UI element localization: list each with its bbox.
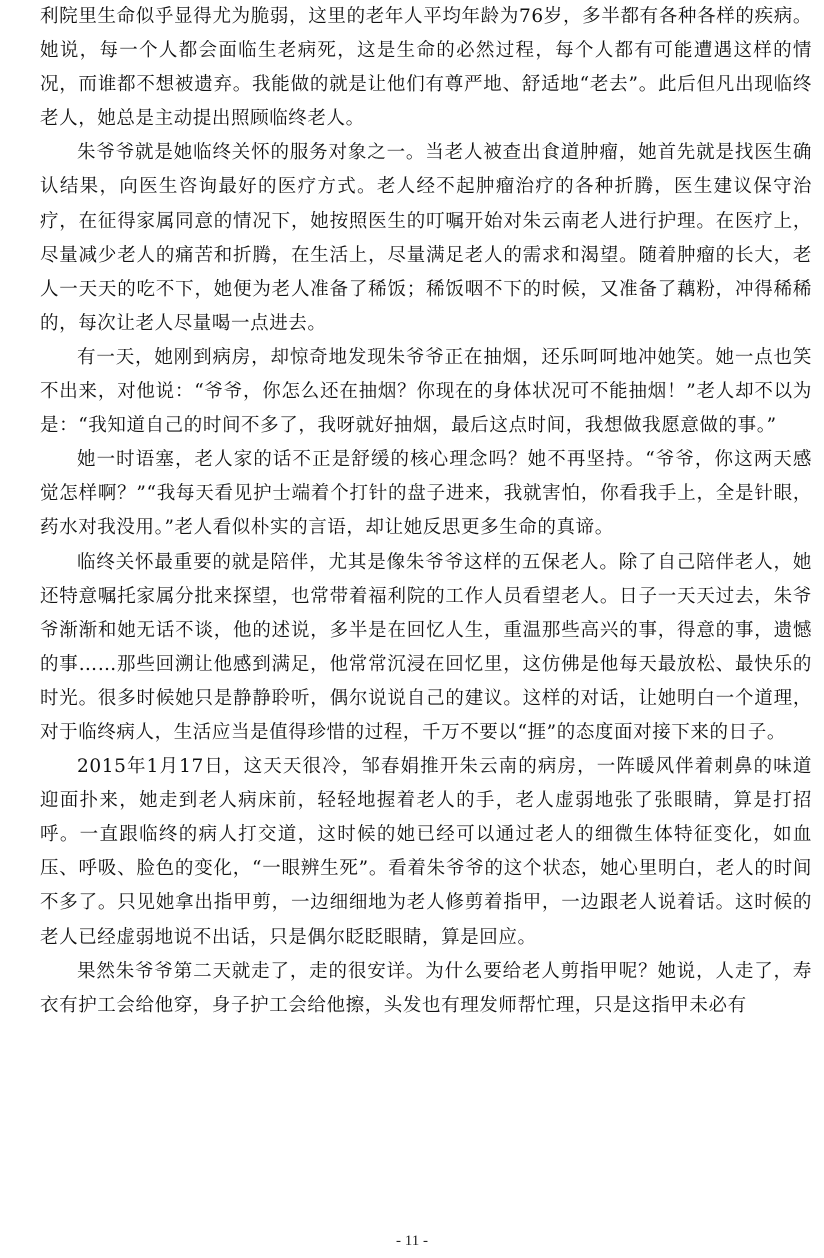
paragraph-1: 利院里生命似乎显得尤为脆弱，这里的老年人平均年龄为76岁，多半都有各种各样的疾病。她说，每一个人都会面临生老病死，这是生命的必然过程，每个人都有可能遭遇这样的情况，而谁都不想被遗弃。我能做的就是让他们有尊严地、舒适地“老去”。此后但凡出现临终老人，她总是主动提出照顾临终老人。	[40, 6, 812, 130]
paragraph-7: 果然朱爷爷第二天就走了，走的很安详。为什么要给老人剪指甲呢？她说，人走了，寿衣有护工会给他穿，身子护工会给他擦，头发也有理发师帮忙理，只是这指甲未必有	[40, 960, 812, 1016]
article-body	[40, 0, 812, 1023]
paragraph-2: 朱爷爷就是她临终关怀的服务对象之一。当老人被查出食道肿瘤，她首先就是找医生确认结果，向医生咨询最好的医疗方式。老人经不起肿瘤治疗的各种折腾，医生建议保守治疗，在征得家属同意的情况下，她按照医生的叮嘱开始对朱云南老人进行护理。在医疗上，尽量减少老人的痛苦和折腾，在生活上，尽量满足老人的需求和渴望。随着肿瘤的长大，老人一天天的吃不下，她便为老人准备了稀饭；稀饭咽不下的时候，又准备了藕粉，冲得稀稀的，每次让老人尽量喝一点进去。	[40, 142, 812, 334]
page-number: - 11 -	[396, 1233, 428, 1249]
paragraph-5: 临终关怀最重要的就是陪伴，尤其是像朱爷爷这样的五保老人。除了自己陪伴老人，她还特意嘱托家属分批来探望，也常带着福利院的工作人员看望老人。日子一天天过去，朱爷爷渐渐和她无话不谈，他的述说，多半是在回忆人生，重温那些高兴的事，得意的事，遗憾的事……那些回溯让他感到满足，他常常沉浸在回忆里，这仿佛是他每天最放松、最快乐的时光。很多时候她只是静静聆听，偶尔说说自己的建议。这样的对话，让她明白一个道理，对于临终病人，生活应当是值得珍惜的过程，千万不要以“捱”的态度面对接下来的日子。	[40, 551, 812, 743]
paragraph-6: 2015年1月17日，这天天很冷，邹春娟推开朱云南的病房，一阵暖风伴着刺鼻的味道迎面扑来，她走到老人病床前，轻轻地握着老人的手，老人虚弱地张了张眼睛，算是打招呼。一直跟临终的病人打交道，这时候的她已经可以通过老人的细微生体特征变化，如血压、呼吸、脸色的变化，“一眼辨生死”。看着朱爷爷的这个状态，她心里明白，老人的时间不多了。只见她拿出指甲剪，一边细细地为老人修剪着指甲，一边跟老人说着话。这时候的老人已经虚弱地说不出话，只是偶尔眨眨眼睛，算是回应。	[40, 756, 812, 948]
paragraph-4: 她一时语塞，老人家的话不正是舒缓的核心理念吗？她不再坚持。“爷爷，你这两天感觉怎样啊？”“我每天看见护士端着个打针的盘子进来，我就害怕，你看我手上，全是针眼，药水对我没用。”老人看似朴实的言语，却让她反思更多生命的真谛。	[40, 449, 812, 539]
paragraph-3: 有一天，她刚到病房，却惊奇地发现朱爷爷正在抽烟，还乐呵呵地冲她笑。她一点也笑不出来，对他说：“爷爷，你怎么还在抽烟？你现在的身体状况可不能抽烟！”老人却不以为是：“我知道自己的时间不多了，我呀就好抽烟，最后这点时间，我想做我愿意做的事。”	[40, 346, 812, 437]
